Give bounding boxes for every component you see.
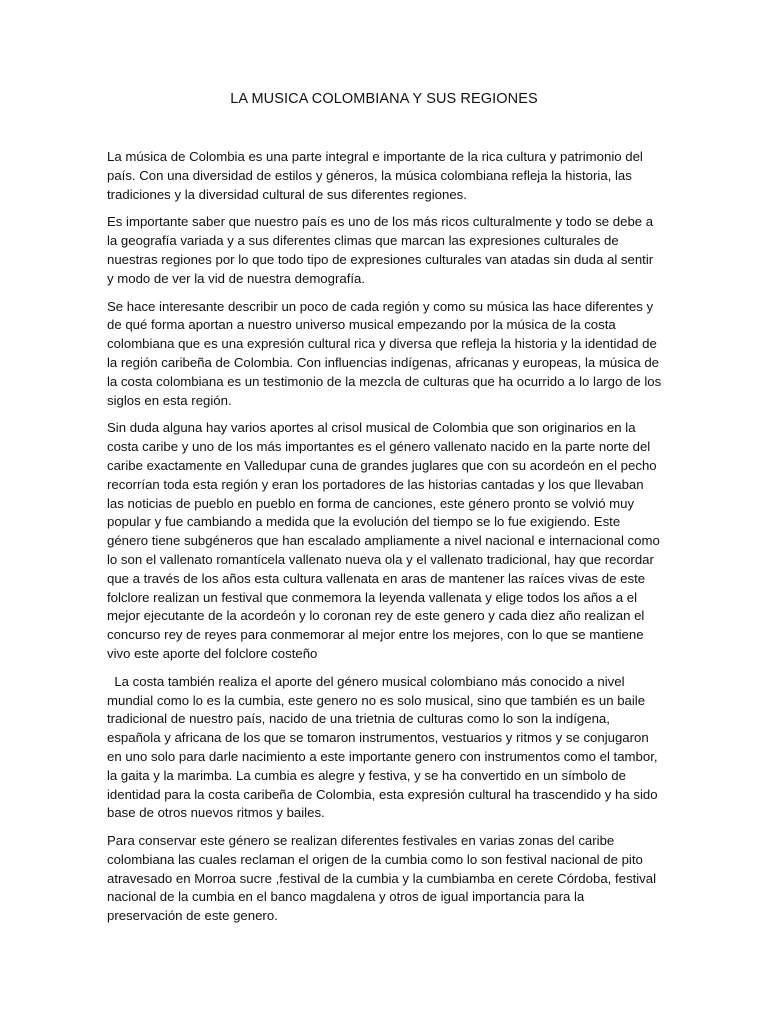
paragraph-regions: Se hace interesante describir un poco de cada región y como su música las hace diferentes y de qué forma aportan a nuestro universo musical empezando por la música de la costa colombiana que es una expresión cultural rica y diversa que refleja la historia y la identidad de la región caribeña de Colombia. Con influencias indígenas, africanas y europeas, la música de la costa colombiana es un testimonio de la mezcla de culturas que ha ocurrido a lo largo de los siglos en esta región. (107, 298, 662, 408)
paragraph-festivals: Para conservar este género se realizan diferentes festivales en varias zonas del caribe colombiana las cuales reclaman el origen de la cumbia como lo son festival nacional de pito atravesado en Morroa sucre ,festival de la cumbia y la cumbiamba en cerete Córdoba, festival nacional de la cumbia en el banco magdalena y otros de igual importancia para la preservación de este genero. (107, 833, 657, 924)
paragraph-cumbia: La costa también realiza el aporte del género musical colombiano más conocido a nivel mundial como lo es la cumbia, este genero no es solo musical, sino que también es un baile tradicional de nuestro país, nacido de una trietnia de culturas como lo son la indígena, española y africana de los que se tomaron instrumentos, vestuarios y ritmos y se conjugaron en uno solo para darle nacimiento a este importante genero con instrumentos como el tambor, la gaita y la marimba. La cumbia es alegre y festiva, y se ha convertido en un símbolo de identidad para la costa caribeña de Colombia, esta expresión cultural ha trascendido y ha sido base de otros nuevos ritmos y bailes. (107, 673, 662, 821)
paragraph-vallenato: Sin duda alguna hay varios aportes al crisol musical de Colombia que son originarios en la costa caribe y uno de los más importantes es el género vallenato nacido en la parte norte del caribe exactamente en Valledupar cuna de grandes juglares que con su acordeón en el pecho recorrían toda esta región y eran los portadores de las historias cantadas y los que llevaban las noticias de pueblo en pueblo en forma de canciones, este género pronto se volvió muy popular y fue cambiando a medida que la evolución del tiempo se lo fue exigiendo. Este género tiene subgéneros que han escalado ampliamente a nivel nacional e internacional como lo son el vallenato romantícela vallenato nueva ola y el vallenato tradicional, hay que recordar que a través de los años esta cultura vallenata en aras de mantener las raíces vivas de este folclore realizan un festival que conmemora la leyenda vallenata y elige todos los años a el mejor ejecutante de la acordeón y lo coronan rey de este genero y cada diez año realizan el concurso rey de reyes para conmemorar al mejor entre los mejores, con lo que se mantiene vivo este aporte del folclore costeño (107, 420, 660, 661)
paragraph-geography: Es importante saber que nuestro país es uno de los más ricos culturalmente y todo se debe a la geografía variada y a sus diferentes climas que marcan las expresiones culturales de nuestras regiones por lo que todo tipo de expresiones culturales van atadas sin duda al sentir y modo de ver la vid de nuestra demografía. (107, 214, 654, 286)
document-title: LA MUSICA COLOMBIANA Y SUS REGIONES (230, 91, 538, 107)
document-body (107, 148, 663, 935)
paragraph-intro: La música de Colombia es una parte integral e importante de la rica cultura y patrimonio del país. Con una diversidad de estilos y géneros, la música colombiana refleja la historia, las tradiciones y la diversidad cultural de sus diferentes regiones. (107, 149, 643, 202)
